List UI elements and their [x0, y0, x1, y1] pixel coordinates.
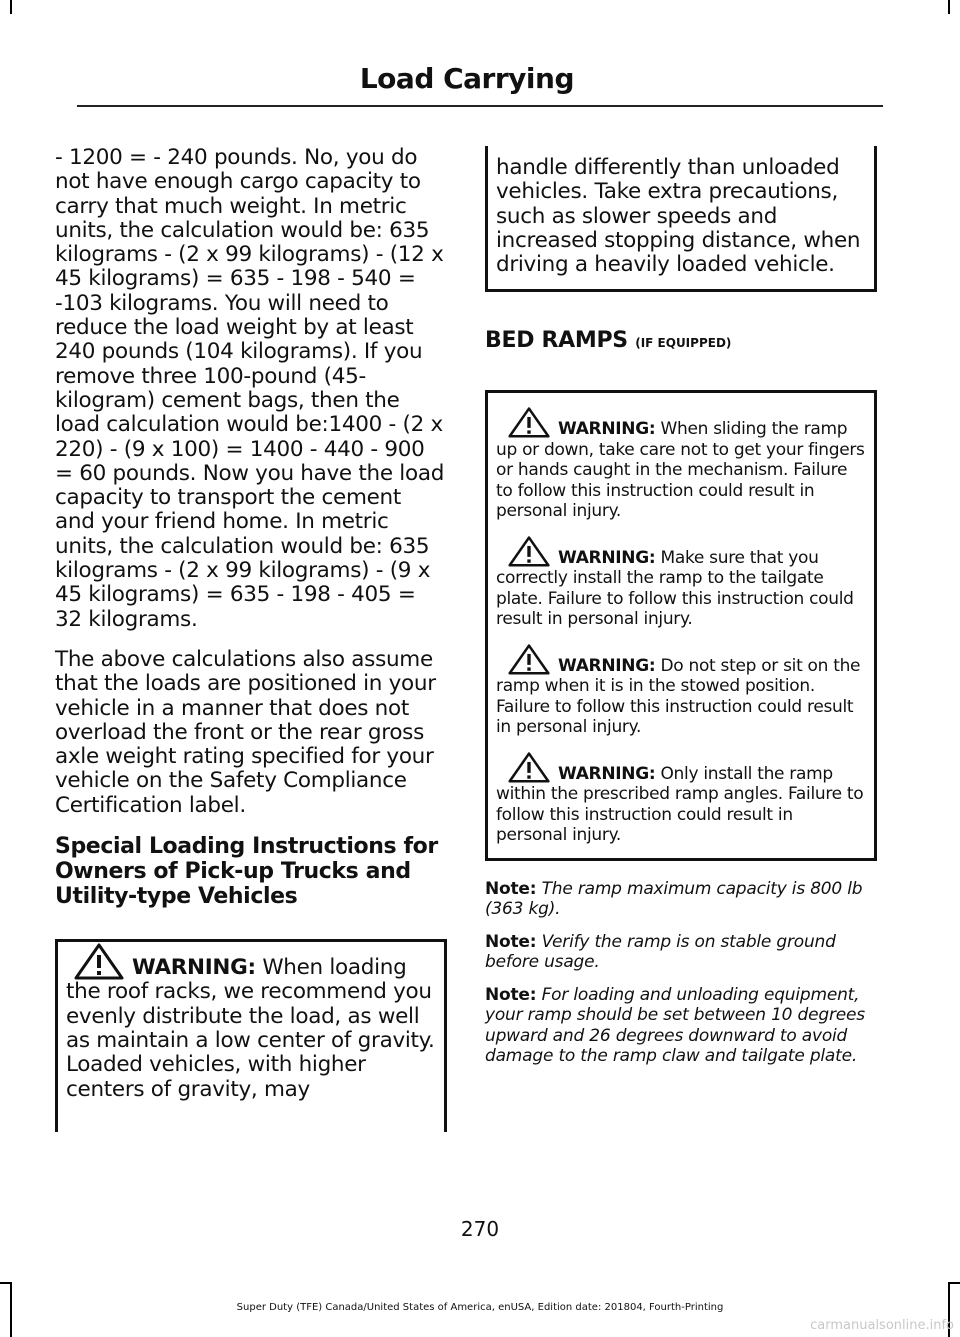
note-label: Note: [485, 931, 537, 952]
note-text: For loading and unloading equipment, your ramp should be set between 10 degrees upward and 26 degrees downward to avoid damage to the ramp claw and tailgate plate. [485, 984, 865, 1067]
warning-label: WARNING: [132, 955, 256, 981]
warning-triangle-icon [508, 750, 550, 784]
warning-item [496, 656, 866, 738]
warning-text [496, 764, 866, 846]
crop-mark-bottom-left-h [0, 1282, 12, 1284]
footer-edition: Super Duty (TFE) Canada/United States of America, enUSA, Edition date: 201804, Fourth-Printing [236, 1302, 724, 1313]
warning-body: Make sure that you correctly install the ramp to the tailgate plate. Failure to follow this instruction could result in personal injury. [496, 547, 854, 630]
warning-label: WARNING: [558, 419, 656, 440]
warning-body: Only install the ramp within the prescribed ramp angles. Failure to follow this instruction could result in personal injury. [496, 763, 864, 846]
section-heading-bed-ramps [485, 328, 877, 356]
notes-section [485, 879, 877, 1067]
warning-body: Do not step or sit on the ramp when it is in the stowed position. Failure to follow this instruction could result in personal injury. [496, 655, 861, 738]
crop-mark-bottom-right-h [948, 1282, 960, 1284]
warning-triangle-icon [508, 642, 550, 676]
note-text: Verify the ramp is on stable ground before usage. [485, 931, 836, 973]
crop-mark-top-right-v [948, 0, 950, 14]
warning-continued-text: handle differently than unloaded vehicles. Take extra precautions, such as slower speeds and increased stopping distance, when driving a heavily loaded vehicle. [496, 155, 861, 278]
header-divider [77, 105, 883, 107]
body-paragraph-calculation: - 1200 = - 240 pounds. No, you do not have enough cargo capacity to carry that much weight. In metric units, the calculation would be: 635 kilograms - (2 x 99 kilograms) - (12 x 45 kilograms) = 635 - 198 - 540 = -103 kilograms. You will need to reduce the load weight by at least 240 pounds (104 kilograms). If you remove three 100-pound (45-kilogram) cement bags, then the load calculation would be:1400 - (2 x 220) - (9 x 100) = 1400 - 440 - 900 = 60 pounds. Now you have the load capacity to transport the cement and your friend home. In metric units, the calculation would be: 635 kilograms - (2 x 99 kilograms) - (9 x 45 kilograms) = 635 - 198 - 405 = 32 kilograms. [55, 145, 445, 632]
warning-box-continued [485, 146, 877, 292]
note-text: The ramp maximum capacity is 800 lb (363 kg). [485, 878, 863, 920]
heading-text: BED RAMPS [485, 328, 628, 354]
right-column [485, 146, 877, 1079]
warning-item [496, 548, 866, 630]
note-item [485, 932, 877, 973]
crop-mark-top-left-v [10, 0, 12, 14]
watermark: carmanualsonline.info [810, 1318, 954, 1333]
warning-text [496, 419, 866, 522]
warning-label: WARNING: [558, 655, 656, 676]
warning-box-bed-ramps [485, 390, 877, 861]
body-paragraph-axle-note: The above calculations also assume that the loads are positioned in your vehicle in a manner that does not overload the front or the rear gross axle weight rating specified for your vehicle on the Safety Compliance Certification label. [55, 646, 436, 818]
page-number: 270 [460, 1217, 500, 1241]
warning-text [496, 548, 866, 630]
note-label: Note: [485, 984, 537, 1005]
warning-label: WARNING: [558, 547, 656, 568]
warning-triangle-icon [508, 405, 550, 439]
warning-triangle-icon [74, 942, 124, 980]
warning-text [66, 956, 436, 1102]
warning-item [496, 419, 866, 522]
page-title: Load Carrying [359, 62, 574, 95]
note-item [485, 879, 877, 920]
warning-body: When sliding the ramp up or down, take care not to get your fingers or hands caught in the mechanism. Failure to follow this instruction could result in personal injury. [496, 419, 865, 522]
warning-label: WARNING: [558, 763, 656, 784]
warning-item [496, 764, 866, 846]
heading-suffix: (IF EQUIPPED) [635, 336, 732, 351]
warning-box-roof-racks [55, 939, 447, 1132]
note-item [485, 985, 877, 1067]
note-label: Note: [485, 878, 537, 899]
left-column [55, 146, 447, 1132]
section-subheading: Special Loading Instructions for Owners of Pick-up Trucks and Utility-type Vehicles [55, 834, 438, 910]
warning-body: When loading the roof racks, we recommend you evenly distribute the load, as well as maintain a low center of gravity. Loaded vehicles, with higher centers of gravity, may [66, 955, 435, 1102]
warning-text [496, 656, 866, 738]
warning-triangle-icon [508, 534, 550, 568]
